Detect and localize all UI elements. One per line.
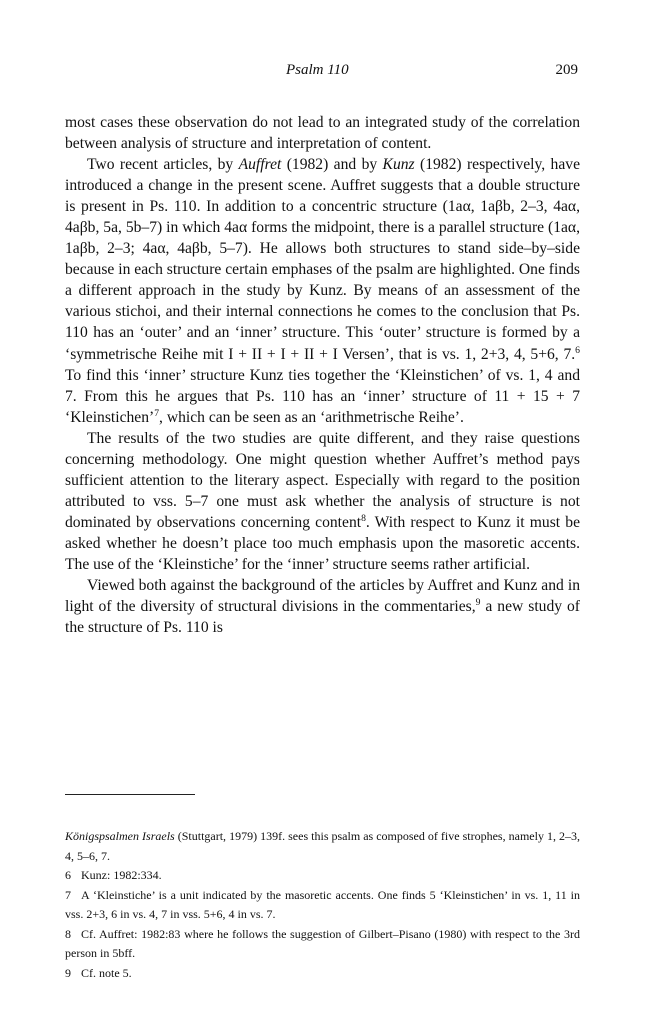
- author-kunz: Kunz: [382, 156, 415, 174]
- footnote-ref-9: 9: [475, 596, 481, 608]
- page-number: 209: [555, 62, 578, 78]
- paragraph-4: [65, 575, 580, 638]
- paragraph-4-text-b: a new study of the structure of Ps. 110 is: [65, 598, 580, 637]
- paragraph-3-text-b: . With respect to Kunz it must be asked whether he doesn’t place too much emphasis upon the masoretic accents. The use of the ‘Kleinstiche’ for the ‘inner’ structure seems rather artificial.: [65, 513, 580, 573]
- paragraph-2: [65, 154, 580, 428]
- footnote-book-title: Königspsalmen Israels: [65, 829, 175, 843]
- footnote-ref-8: 8: [361, 512, 366, 524]
- paragraph-3: [65, 428, 580, 575]
- author-auffret: Auffret: [238, 156, 282, 174]
- footnote-8: [65, 925, 580, 964]
- footnote-6: [65, 866, 580, 886]
- paragraph-2-text-e: , which can be seen as an ‘arithmetrische Reihe’.: [159, 408, 464, 426]
- footnote-ref-7: 7: [154, 407, 160, 419]
- footnote-7: [65, 886, 580, 925]
- paragraph-2-text-c: (1982) respectively, have introduced a change in the present scene. Auffret suggests that a double structure is present in Ps. 110. In addition to a concentric structure (1aα, 1aβb, 2–3, 4aα, 4aβb, 5a, 5b–7) in which 4aα forms the midpoint, there is a parallel structure (1aα, 1aβb, 2–3; 4aα, 4aβb, 5–7). He allows both structures to stand side–by–side because in each structure certain emphases of the psalm are highlighted. One finds a different approach in the study by Kunz. By means of an assessment of the various stichoi, and their internal connections he comes to the conclusion that Ps. 110 has an ‘outer’ and an ‘inner’ structure. This ‘outer’ structure is formed by a ‘symmetrische Reihe mit I + II + I + II + I Versen’, that is vs. 1, 2+3, 4, 5+6, 7.: [65, 156, 580, 363]
- running-title: Psalm 110: [286, 62, 349, 78]
- paragraph-1: [65, 112, 580, 154]
- body-text: [65, 112, 580, 638]
- footnote-number: 6: [65, 868, 71, 882]
- paragraph-3-text-a: The results of the two studies are quite different, and they raise questions concerning methodology. One might question whether Auffret’s method pays sufficient attention to the literary aspect. Especially with regard to the position attributed to vss. 5–7 one must ask whether the analysis of structure is not dominated by observations concerning content: [65, 429, 580, 531]
- footnote-continuation: [65, 827, 580, 866]
- footnote-number: 7: [65, 887, 71, 902]
- footnote-text: A ‘Kleinstiche’ is a unit indicated by the masoretic accents. One finds 5 ‘Kleinstichen’ in vs. 1, 11 in vss. 2+3, 6 in vs. 4, 7 in vss. 5+6, 4 in vs. 7.: [65, 887, 580, 921]
- footnote-rule: [65, 794, 195, 795]
- footnote-number: 8: [65, 926, 71, 941]
- footnote-text: Kunz: 1982:334.: [81, 868, 162, 882]
- footnote-ref-6: 6: [575, 344, 580, 356]
- paragraph-2-text-b: (1982) and by: [281, 156, 383, 174]
- paragraph-2-text-a: Two recent articles, by: [87, 156, 239, 174]
- footnotes: [65, 827, 580, 983]
- footnote-text: Cf. note 5.: [81, 965, 132, 980]
- paragraph-4-text-a: Viewed both against the background of the articles by Auffret and Kunz and in light of the diversity of structural divisions in the commentaries,: [65, 577, 580, 616]
- footnote-number: 9: [65, 965, 71, 980]
- footnote-continuation-text: (Stuttgart, 1979) 139f. sees this psalm as composed of five strophes, namely 1, 2–3, 4, 5–6, 7.: [65, 829, 581, 863]
- footnote-text: Cf. Auffret: 1982:83 where he follows the suggestion of Gilbert–Pisano (1980) with respect to the 3rd person in 5bff.: [65, 926, 580, 960]
- footnote-9: [65, 964, 580, 984]
- paragraph-1-text: most cases these observation do not lead to an integrated study of the correlation between analysis of structure and interpretation of content.: [65, 114, 580, 153]
- paragraph-2-text-d: To find this ‘inner’ structure Kunz ties together the ‘Kleinstichen’ of vs. 1, 4 and 7. From this he argues that Ps. 110 has an ‘inner’ structure of 11 + 15 + 7 ‘Kleinstichen’: [65, 366, 580, 426]
- running-head: [0, 62, 650, 84]
